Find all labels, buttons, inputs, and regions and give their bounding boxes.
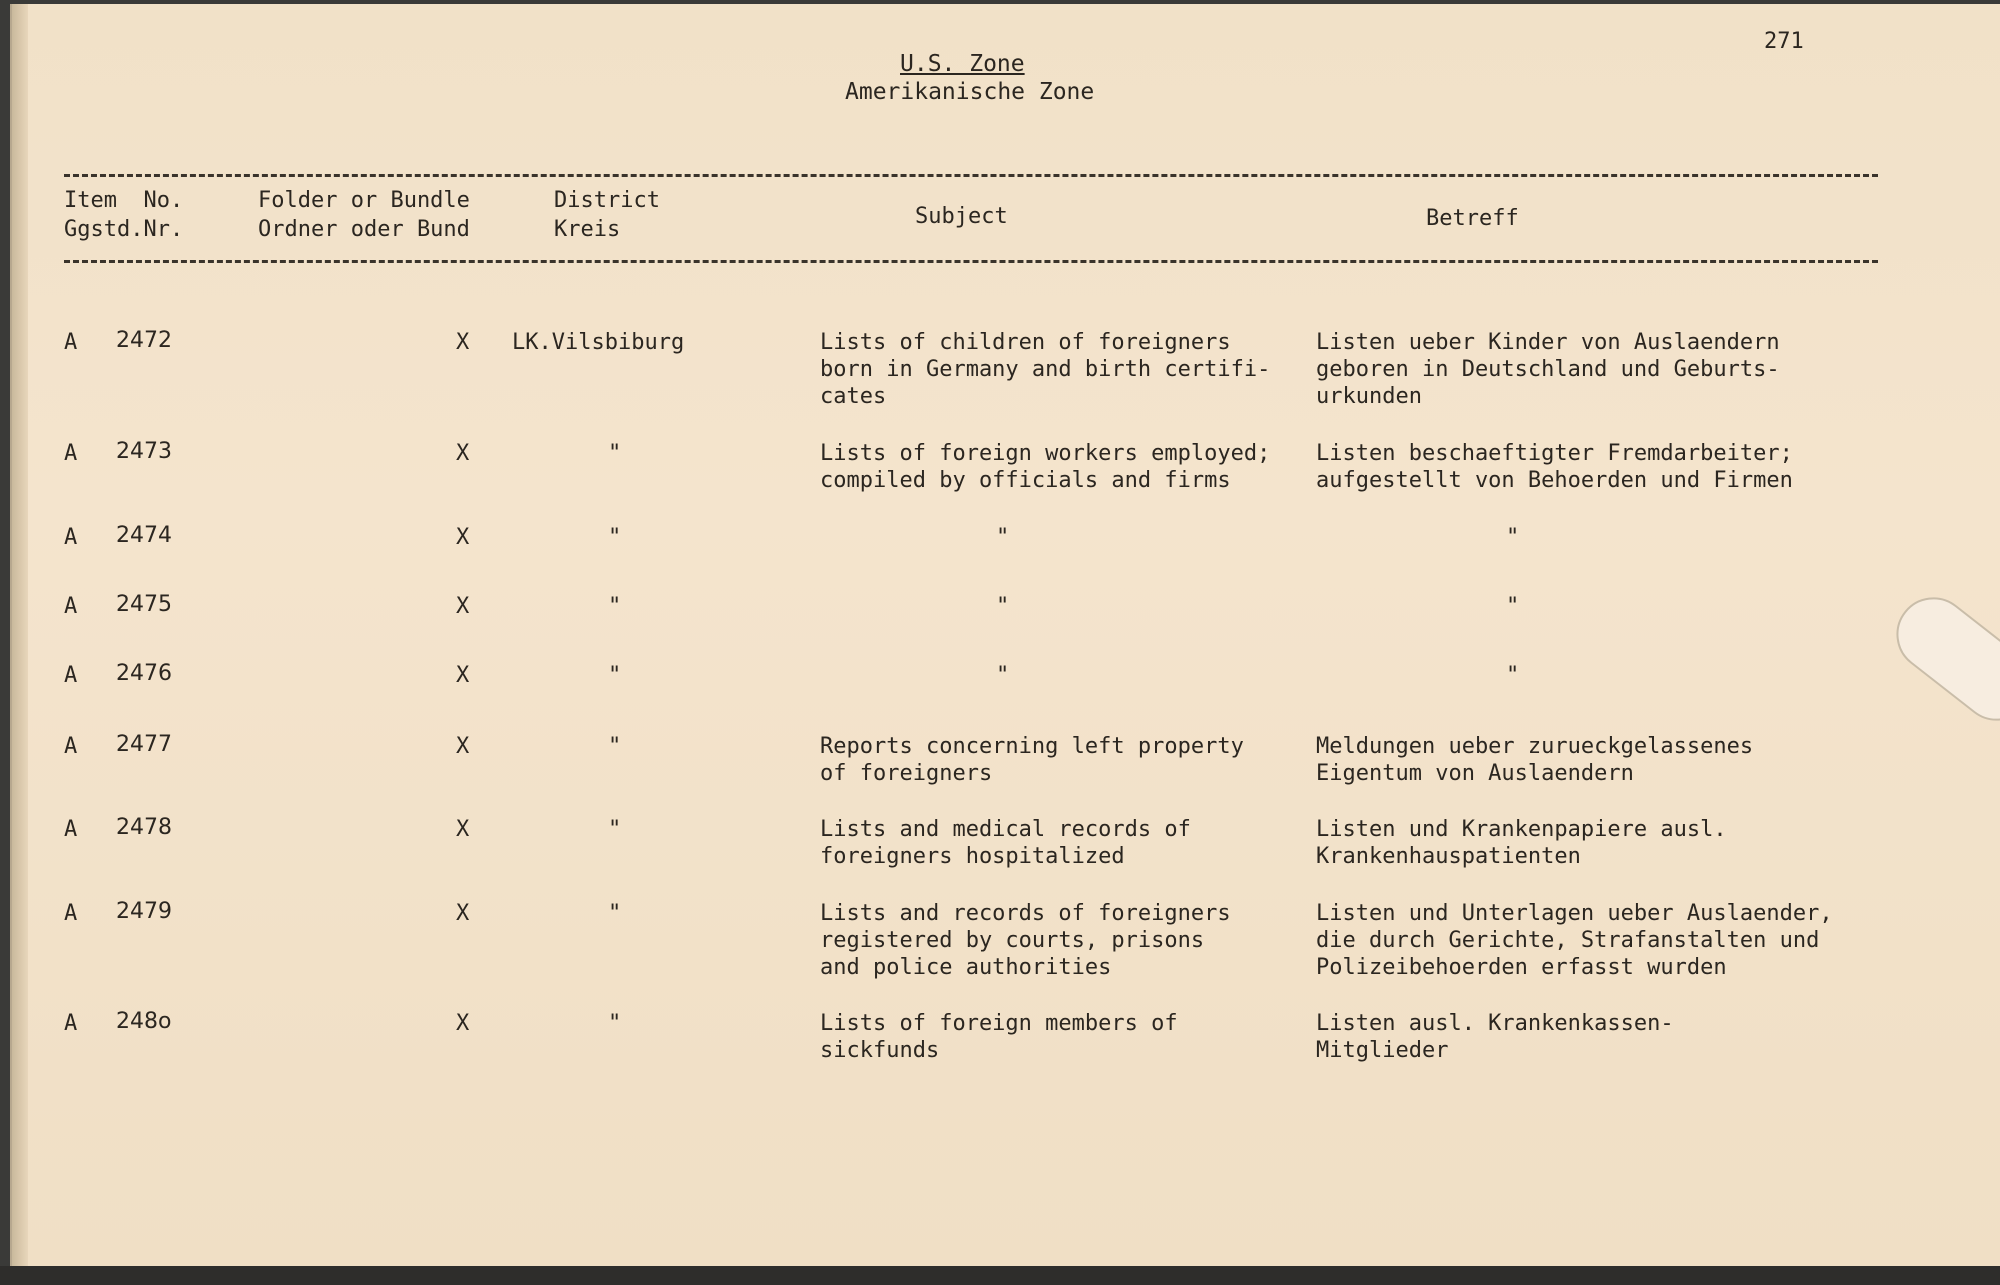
zone-title-english: U.S. Zone <box>900 51 1025 77</box>
row-district: " <box>608 901 622 926</box>
row-item-number: 2478 <box>116 815 172 840</box>
row-subject: Lists and records of foreigners registered by courts, prisons and police authorities <box>820 901 1231 980</box>
header-item-de: Ggstd.Nr. <box>64 217 184 242</box>
header-district-en: District <box>554 188 660 213</box>
row-item-number: 2475 <box>116 592 172 617</box>
header-top-rule <box>64 174 1878 177</box>
row-folder-mark: X <box>456 525 470 550</box>
document-page <box>10 4 2000 1270</box>
header-folder-de: Ordner oder Bund <box>258 217 470 242</box>
row-subject: " <box>996 525 1010 550</box>
paper-clip-mark <box>1882 582 2000 735</box>
row-betreff: Meldungen ueber zurueckgelassenes Eigentum von Auslaendern <box>1316 734 1754 786</box>
zone-title-german: Amerikanische Zone <box>845 79 1095 105</box>
scan-bottom-edge <box>0 1266 2000 1285</box>
row-betreff: Listen ausl. Krankenkassen- Mitglieder <box>1316 1011 1674 1063</box>
row-folder-mark: X <box>456 441 470 466</box>
row-item-letter: A <box>64 525 78 550</box>
row-district: " <box>608 734 622 759</box>
row-item-number: 2476 <box>116 661 172 686</box>
row-item-letter: A <box>64 330 78 355</box>
row-item-letter: A <box>64 817 78 842</box>
page-binding-edge <box>12 4 28 1270</box>
row-subject: Lists of foreign members of sickfunds <box>820 1011 1178 1063</box>
row-subject: Lists of children of foreigners born in Germany and birth certifi- cates <box>820 330 1271 409</box>
row-district: " <box>608 663 622 688</box>
row-betreff: Listen und Unterlagen ueber Auslaender, die durch Gerichte, Strafanstalten und Polizeibehoerden erfasst wurden <box>1316 901 1833 980</box>
row-district: " <box>608 525 622 550</box>
header-betreff: Betreff <box>1426 206 1519 231</box>
row-subject: " <box>996 594 1010 619</box>
row-subject: " <box>996 663 1010 688</box>
row-district: " <box>608 1011 622 1036</box>
row-folder-mark: X <box>456 901 470 926</box>
row-district: " <box>608 817 622 842</box>
row-subject: Lists of foreign workers employed; compiled by officials and firms <box>820 441 1271 493</box>
row-betreff: Listen ueber Kinder von Auslaendern geboren in Deutschland und Geburts- urkunden <box>1316 330 1780 409</box>
header-item-en: Item No. <box>64 188 184 213</box>
row-district: " <box>608 441 622 466</box>
row-item-letter: A <box>64 594 78 619</box>
row-folder-mark: X <box>456 817 470 842</box>
row-folder-mark: X <box>456 330 470 355</box>
header-bottom-rule <box>64 260 1878 263</box>
row-item-number: 248o <box>116 1009 172 1034</box>
row-folder-mark: X <box>456 1011 470 1036</box>
header-district-de: Kreis <box>554 217 621 242</box>
header-subject: Subject <box>915 204 1008 229</box>
row-item-number: 2473 <box>116 439 172 464</box>
row-district: LK.Vilsbiburg <box>512 330 685 355</box>
row-item-letter: A <box>64 663 78 688</box>
row-item-letter: A <box>64 734 78 759</box>
row-item-number: 2474 <box>116 523 172 548</box>
row-folder-mark: X <box>456 734 470 759</box>
row-item-number: 2477 <box>116 732 172 757</box>
row-betreff: " <box>1506 594 1520 619</box>
row-folder-mark: X <box>456 663 470 688</box>
page-number: 271 <box>1764 29 1804 54</box>
row-betreff: " <box>1506 663 1520 688</box>
row-betreff: " <box>1506 525 1520 550</box>
row-betreff: Listen und Krankenpapiere ausl. Krankenhauspatienten <box>1316 817 1727 869</box>
header-folder-en: Folder or Bundle <box>258 188 470 213</box>
row-district: " <box>608 594 622 619</box>
row-item-letter: A <box>64 1011 78 1036</box>
row-betreff: Listen beschaeftigter Fremdarbeiter; aufgestellt von Behoerden und Firmen <box>1316 441 1793 493</box>
row-item-letter: A <box>64 901 78 926</box>
row-item-number: 2472 <box>116 328 172 353</box>
row-subject: Reports concerning left property of foreigners <box>820 734 1244 786</box>
row-subject: Lists and medical records of foreigners hospitalized <box>820 817 1191 869</box>
row-item-number: 2479 <box>116 899 172 924</box>
row-item-letter: A <box>64 441 78 466</box>
row-folder-mark: X <box>456 594 470 619</box>
